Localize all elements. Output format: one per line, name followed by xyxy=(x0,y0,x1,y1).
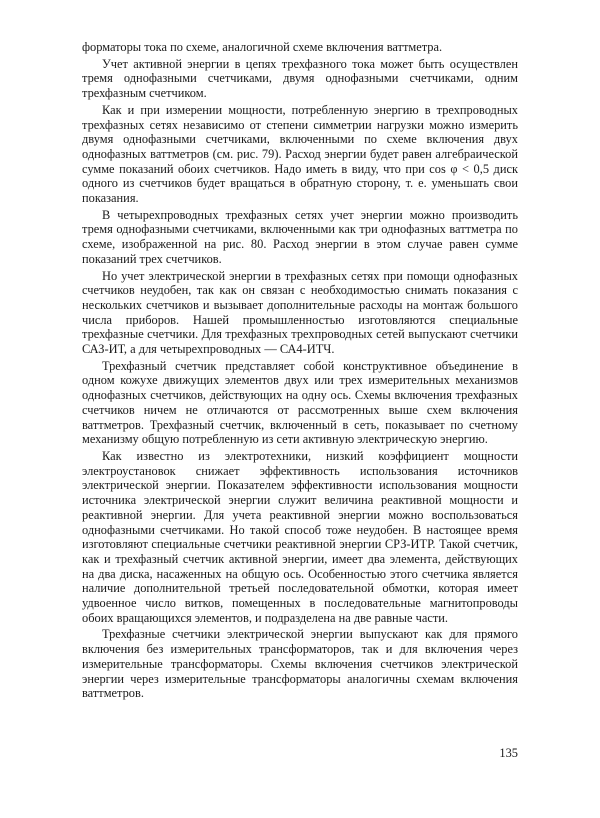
paragraph-transformer-connection: Трехфазные счетчики электрической энергии выпускают как для прямого включения без измерительных трансформаторов, так и для включения через измерительные трансформаторы. Схемы включения счетчиков электрической энергии через измерительные трансформаторы аналогичны схемам включения ваттметров. xyxy=(82,627,518,701)
paragraph-three-phase-metering: Учет активной энергии в цепях трехфазного тока может быть осуществлен тремя однофазными счетчиками, двумя однофазными счетчиками, одним трехфазным счетчиком. xyxy=(82,56,518,101)
page-text-block xyxy=(82,40,518,780)
paragraph-four-wire-networks: В четырехпроводных трехфазных сетях учет энергии можно производить тремя однофазными счетчиками, включенными как три однофазных ваттметра по схеме, изображенной на рис. 80. Расход энергии в этом случае равен сумме показаний трех счетчиков. xyxy=(82,207,518,266)
paragraph-special-meters: Но учет электрической энергии в трехфазных сетях при помощи однофазных счетчиков неудобен, так как он связан с необходимостью снимать показания с нескольких счетчиков и вызывает дополнительные расходы на монтаж большого числа приборов. Нашей промышленностью изготовляются специальные трехфазные счетчики. Для трехфазных трехпроводных сетей выпускают счетчики САЗ-ИТ, а для четырехпроводных — СА4-ИТЧ. xyxy=(82,268,518,357)
paragraph-three-phase-meter-design: Трехфазный счетчик представляет собой конструктивное объединение в одном кожухе движущих элементов двух или трех измерительных механизмов однофазных счетчиков, действующих на одну ось. Схемы включения трехфазных счетчиков ничем не отличаются от рассмотренных выше схем включения ваттметров. Трехфазный счетчик, включенный в сеть, показывает по счетному механизму общую потребленную из сети активную электрическую энергию. xyxy=(82,358,518,447)
paragraph-continuation: форматоры тока по схеме, аналогичной схеме включения ваттметра. xyxy=(82,40,443,54)
paragraph-reactive-energy: Как известно из электротехники, низкий коэффициент мощности электроустановок снижает эффективность использования источников электрической энергии. Показателем эффективности использования мощности источника электрической энергии служит величина реактивной мощности и реактивной энергии. Для учета реактивной энергии можно воспользоваться однофазными счетчиками. Но такой способ тоже неудобен. В настоящее время изготовляют специальные счетчики реактивной энергии СРЗ-ИТР. Такой счетчик, как и трехфазный счетчик активной энергии, имеет два элемента, действующих на два диска, насаженных на общую ось. Особенностью этого счетчика является наличие дополнительной третьей последовательной обмотки, которая имеет удвоенное число витков, помещенных в последовательные магнитопроводы обоих вращающихся элементов, и подразделена на две равные части. xyxy=(82,448,518,625)
paragraph-two-meter-method: Как и при измерении мощности, потребленную энергию в трехпроводных трехфазных сетях независимо от степени симметрии нагрузки можно измерить двумя однофазными счетчиками, включенными по схеме включения двух однофазных ваттметров (см. рис. 79). Расход энергии будет равен алгебраической сумме показаний обоих счетчиков. Надо иметь в виду, что при cos φ < 0,5 диск одного из счетчиков будет вращаться в обратную сторону, т. е. уменьшать свои показания. xyxy=(82,102,518,206)
page-number: 135 xyxy=(499,746,518,760)
